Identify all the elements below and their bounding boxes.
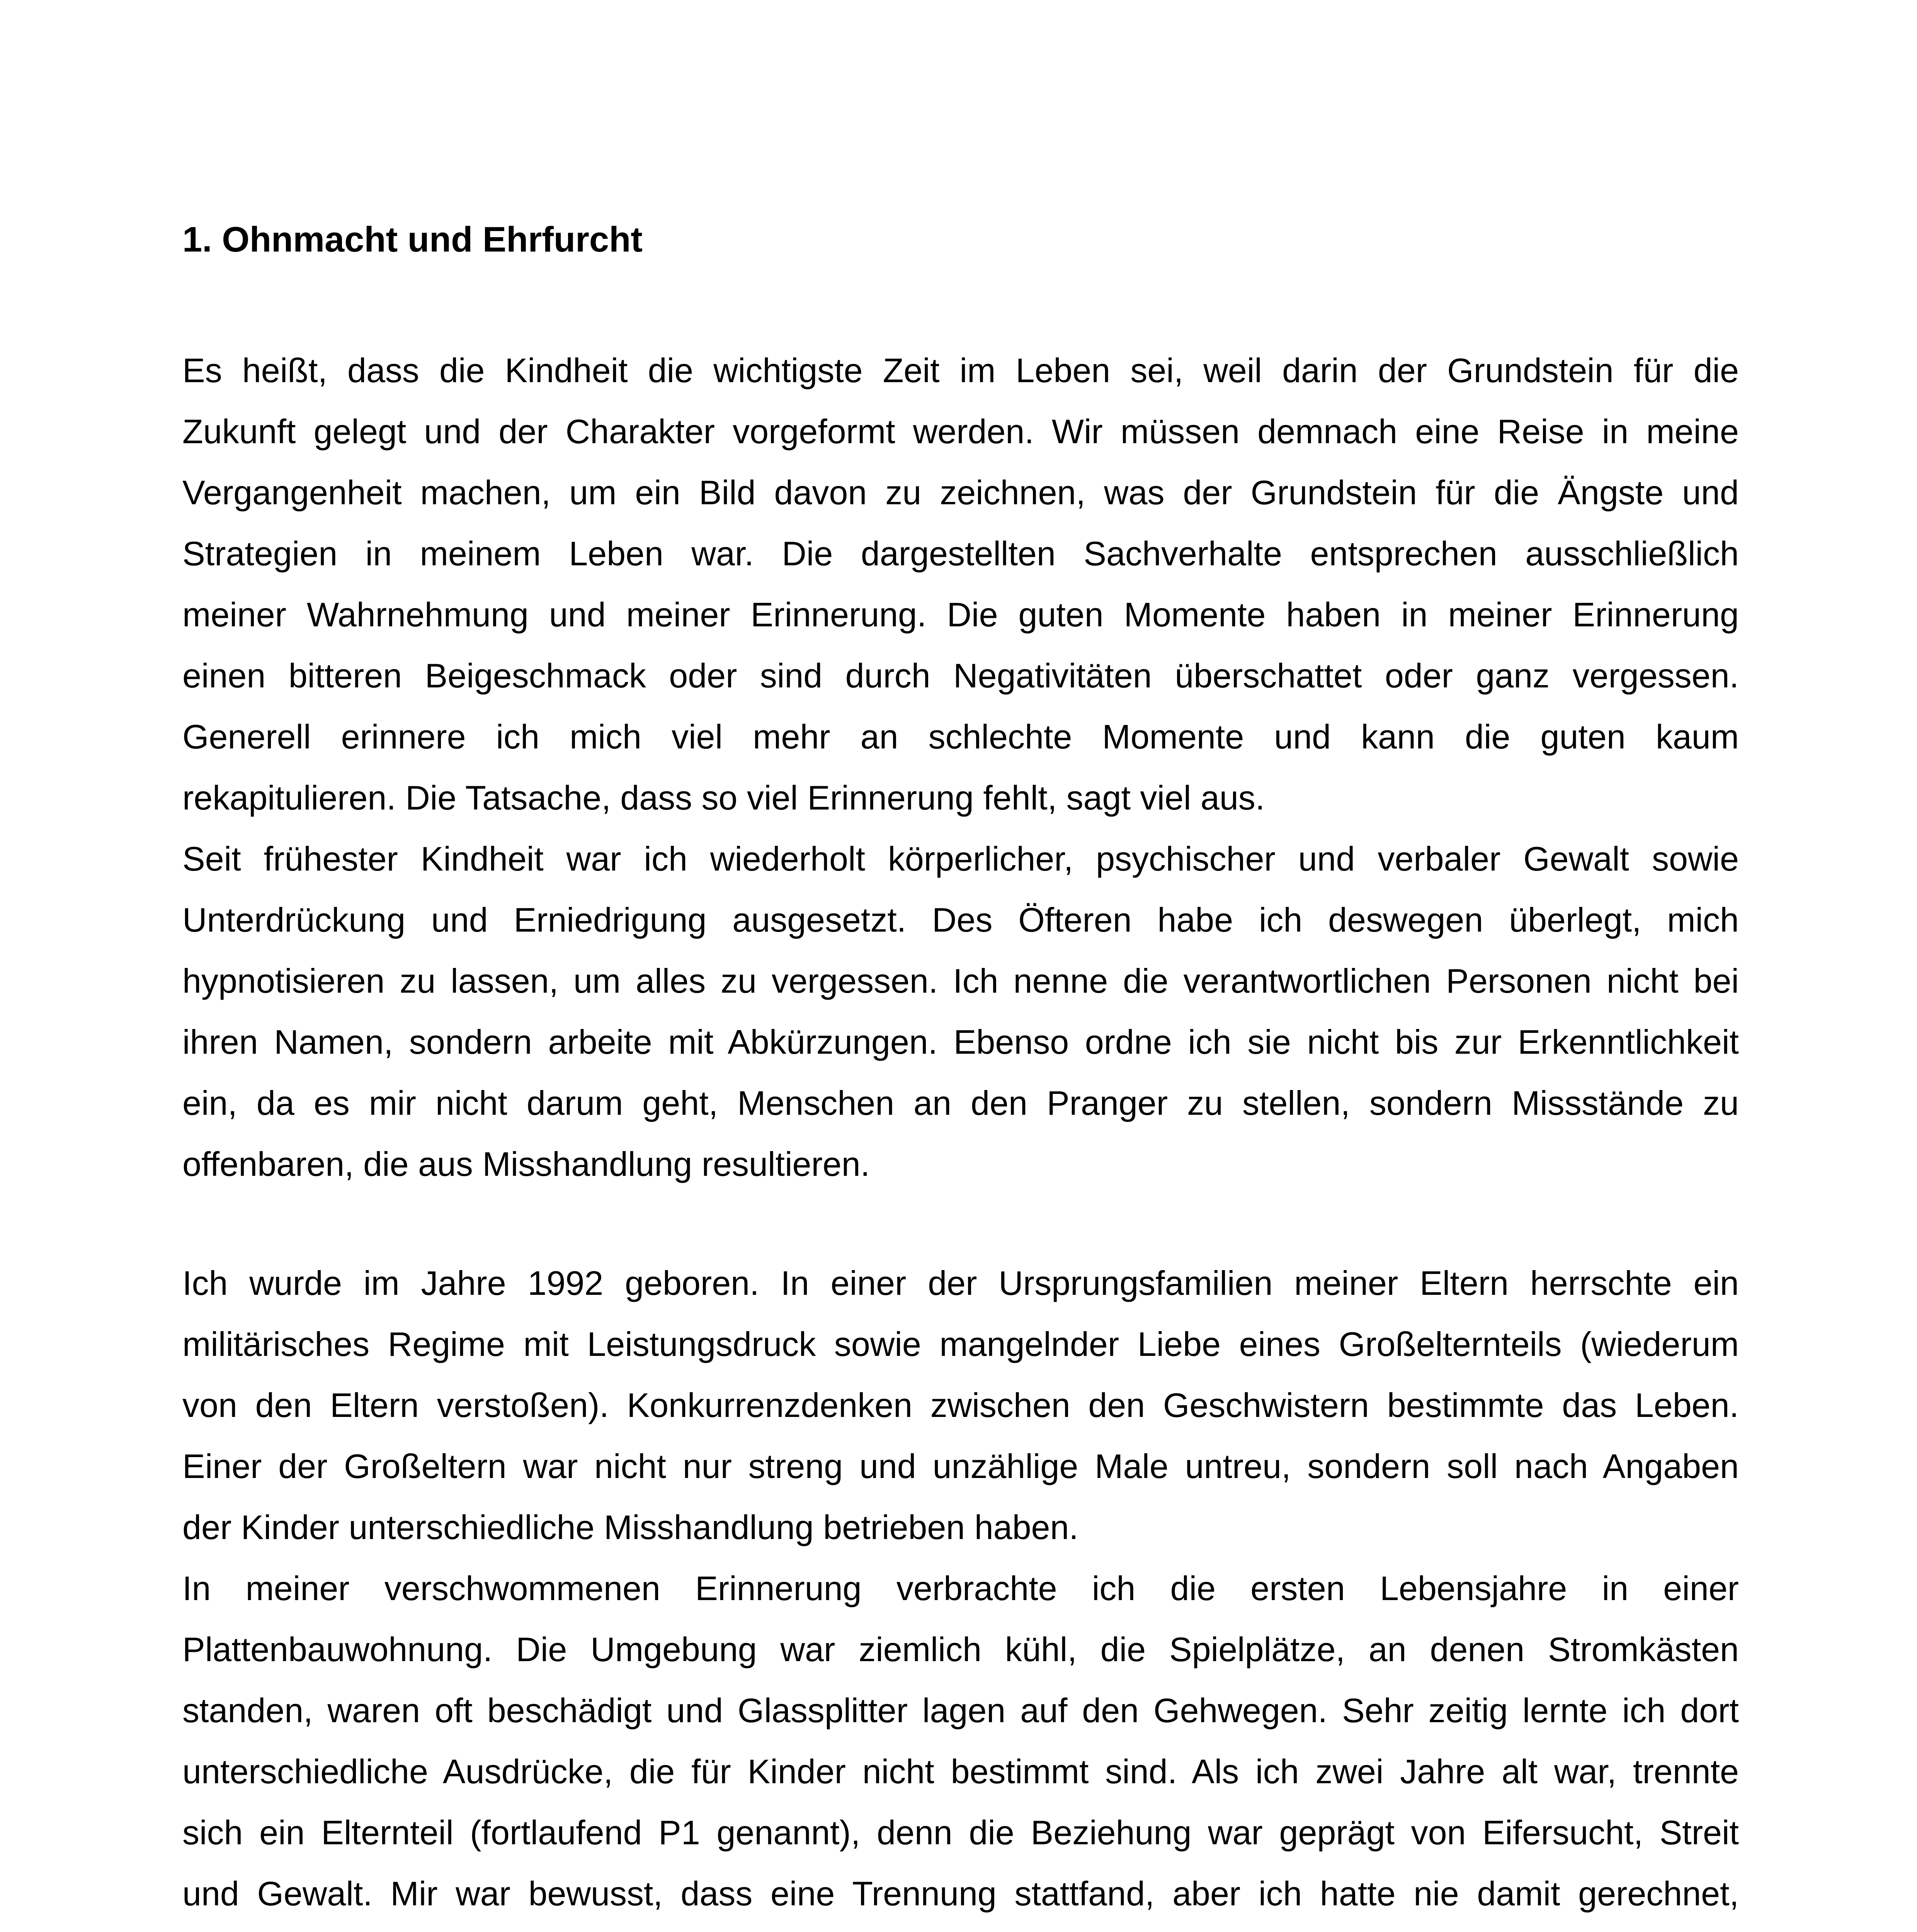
text-line: von den Eltern verstoßen). Konkurrenzdenken zwischen den Geschwistern bestimmte das Leben. xyxy=(182,1386,1739,1424)
text-line: Unterdrückung und Erniedrigung ausgesetzt. Des Öfteren habe ich deswegen überlegt, mich xyxy=(182,901,1739,939)
text-line: Strategien in meinem Leben war. Die dargestellten Sachverhalte entsprechen ausschließlich xyxy=(182,534,1739,573)
text-line: Ich wurde im Jahre 1992 geboren. In einer der Ursprungsfamilien meiner Eltern herrschte ein xyxy=(182,1264,1739,1302)
text-line: einen bitteren Beigeschmack oder sind durch Negativitäten überschattet oder ganz vergessen. xyxy=(182,656,1739,695)
text-line: standen, waren oft beschädigt und Glassplitter lagen auf den Gehwegen. Sehr zeitig lernte ich dort xyxy=(182,1691,1739,1730)
paragraph-childhood xyxy=(182,1558,1739,1932)
paragraph-birth xyxy=(182,1253,1739,1558)
paragraph-violence xyxy=(182,828,1739,1195)
text-line: Seit frühester Kindheit war ich wiederholt körperlicher, psychischer und verbaler Gewalt sowie xyxy=(182,840,1739,878)
section-heading: 1. Ohnmacht und Ehrfurcht xyxy=(182,220,643,259)
text-line: ein, da es mir nicht darum geht, Menschen an den Pranger zu stellen, sondern Missstände zu xyxy=(182,1084,1739,1122)
text-line: Generell erinnere ich mich viel mehr an schlechte Momente und kann die guten kaum xyxy=(182,718,1739,756)
text-line: militärisches Regime mit Leistungsdruck sowie mangelnder Liebe eines Großelternteils (wiederum xyxy=(182,1325,1739,1363)
text-line: ihren Namen, sondern arbeite mit Abkürzungen. Ebenso ordne ich sie nicht bis zur Erkenntlichkeit xyxy=(182,1023,1739,1061)
paragraph-intro xyxy=(182,340,1739,828)
text-line: unterschiedliche Ausdrücke, die für Kinder nicht bestimmt sind. Als ich zwei Jahre alt war, trennte xyxy=(182,1752,1739,1791)
text-line: In meiner verschwommenen Erinnerung verbrachte ich die ersten Lebensjahre in einer xyxy=(182,1569,1739,1607)
text-line: offenbaren, die aus Misshandlung resultieren. xyxy=(182,1145,870,1183)
text-line: Es heißt, dass die Kindheit die wichtigste Zeit im Leben sei, weil darin der Grundstein für die xyxy=(182,351,1739,389)
text-line: meiner Wahrnehmung und meiner Erinnerung. Die guten Momente haben in meiner Erinnerung xyxy=(182,595,1739,634)
text-line: Vergangenheit machen, um ein Bild davon zu zeichnen, was der Grundstein für die Ängste und xyxy=(182,473,1739,512)
text-line: Plattenbauwohnung. Die Umgebung war ziemlich kühl, die Spielplätze, an denen Stromkästen xyxy=(182,1630,1739,1668)
text-line: der Kinder unterschiedliche Misshandlung betrieben haben. xyxy=(182,1508,1078,1546)
text-line: hypnotisieren zu lassen, um alles zu vergessen. Ich nenne die verantwortlichen Personen nicht bei xyxy=(182,962,1739,1000)
text-line: rekapitulieren. Die Tatsache, dass so viel Erinnerung fehlt, sagt viel aus. xyxy=(182,779,1265,817)
text-line xyxy=(182,1924,1739,1932)
text-line: Zukunft gelegt und der Charakter vorgeformt werden. Wir müssen demnach eine Reise in meine xyxy=(182,412,1739,451)
text-line: Einer der Großeltern war nicht nur streng und unzählige Male untreu, sondern soll nach Angaben xyxy=(182,1447,1739,1485)
text-line: sich ein Elternteil (fortlaufend P1 genannt), denn die Beziehung war geprägt von Eifersucht, Streit xyxy=(182,1813,1739,1852)
text-line: und Gewalt. Mir war bewusst, dass eine Trennung stattfand, aber ich hatte nie damit gerechnet, xyxy=(182,1874,1739,1913)
